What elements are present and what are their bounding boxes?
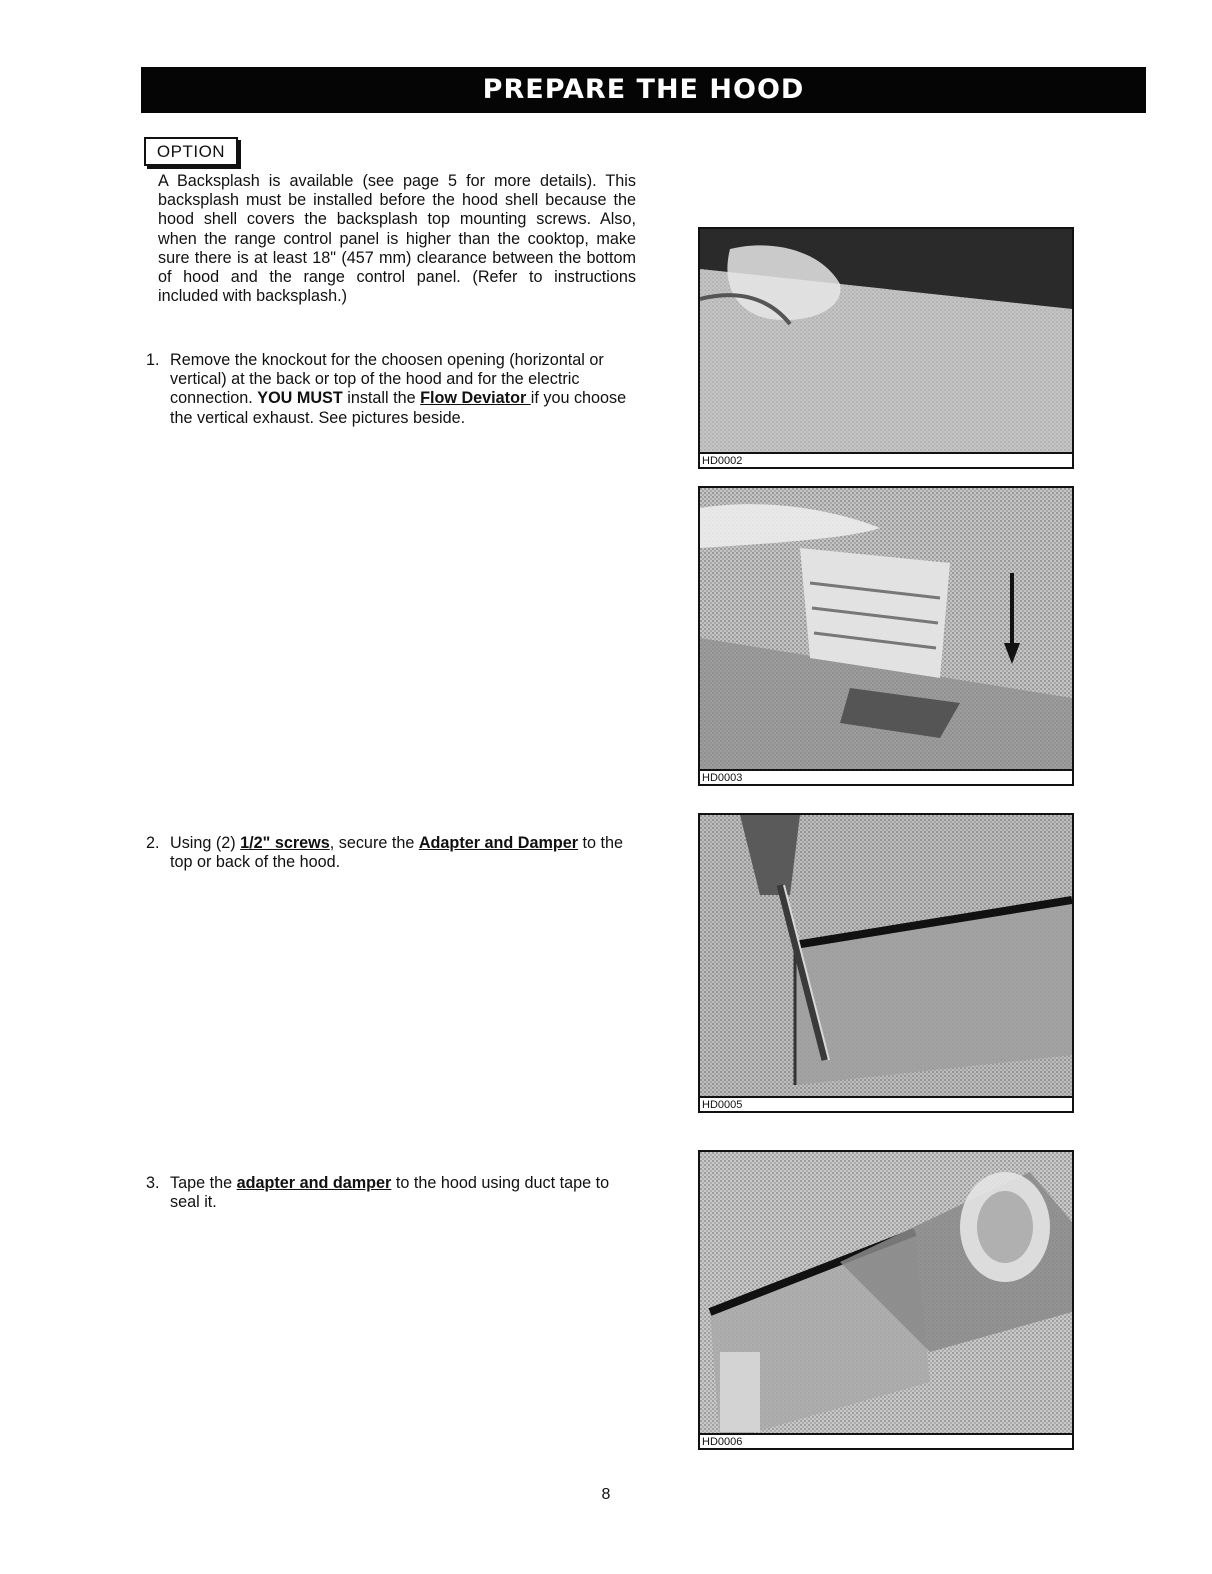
- text-run: to the hood using duct tape to seal it.: [170, 1174, 610, 1212]
- photo-hd0005: [698, 813, 1074, 1113]
- photo-illustration: [700, 1152, 1072, 1448]
- step-2: [146, 834, 636, 872]
- photo-hd0003: [698, 486, 1074, 786]
- page-title: PREPARE THE HOOD: [141, 67, 1146, 113]
- photo-illustration: [700, 488, 1072, 784]
- step-text: [170, 834, 636, 872]
- step-text: [170, 351, 636, 428]
- part-name-adapter-damper: adapter and damper: [236, 1174, 392, 1192]
- photo-code: HD0003: [700, 769, 1072, 784]
- text-run: Remove the knockout for the choosen opening (horizontal or vertical) at the back or top of the hood and for the electric connection.: [170, 351, 604, 408]
- step-1: [146, 351, 636, 428]
- step-number: 2.: [146, 834, 160, 852]
- text-run: install the: [342, 389, 421, 408]
- text-run: Using (2): [170, 834, 241, 852]
- page-number: 8: [601, 1486, 611, 1503]
- step-number: 1.: [146, 351, 160, 369]
- photo-hd0006: [698, 1150, 1074, 1450]
- photo-illustration: [700, 229, 1072, 467]
- text-run: to the top or back of the hood.: [170, 834, 624, 872]
- part-name-screws: 1/2" screws: [240, 834, 330, 852]
- step-number: 3.: [146, 1174, 160, 1192]
- photo-code: HD0002: [700, 452, 1072, 467]
- photo-hd0002: [698, 227, 1074, 469]
- text-run: , secure the: [329, 834, 419, 852]
- photo-illustration: [700, 815, 1072, 1111]
- text-run: if you choose the vertical exhaust. See pictures beside.: [170, 389, 627, 427]
- photo-code: HD0006: [700, 1433, 1072, 1448]
- emphasis-you-must: YOU MUST: [257, 389, 343, 408]
- step-text: [170, 1174, 636, 1212]
- option-label: OPTION: [144, 137, 238, 166]
- step-3: [146, 1174, 636, 1212]
- photo-code: HD0005: [700, 1096, 1072, 1111]
- part-name-adapter-damper: Adapter and Damper: [418, 834, 579, 852]
- text-run: Tape the: [170, 1174, 237, 1192]
- option-paragraph: A Backsplash is available (see page 5 for more details). This backsplash must be installed before the hood shell because the hood shell covers the backsplash top mounting screws. Also, when the range control panel is higher than the cooktop, make sure there is at least 18" (457 mm) clearance between the bottom of hood and the range control panel. (Refer to instructions included with backsplash.): [158, 172, 636, 306]
- part-name-flow-deviator: Flow Deviator: [420, 389, 531, 408]
